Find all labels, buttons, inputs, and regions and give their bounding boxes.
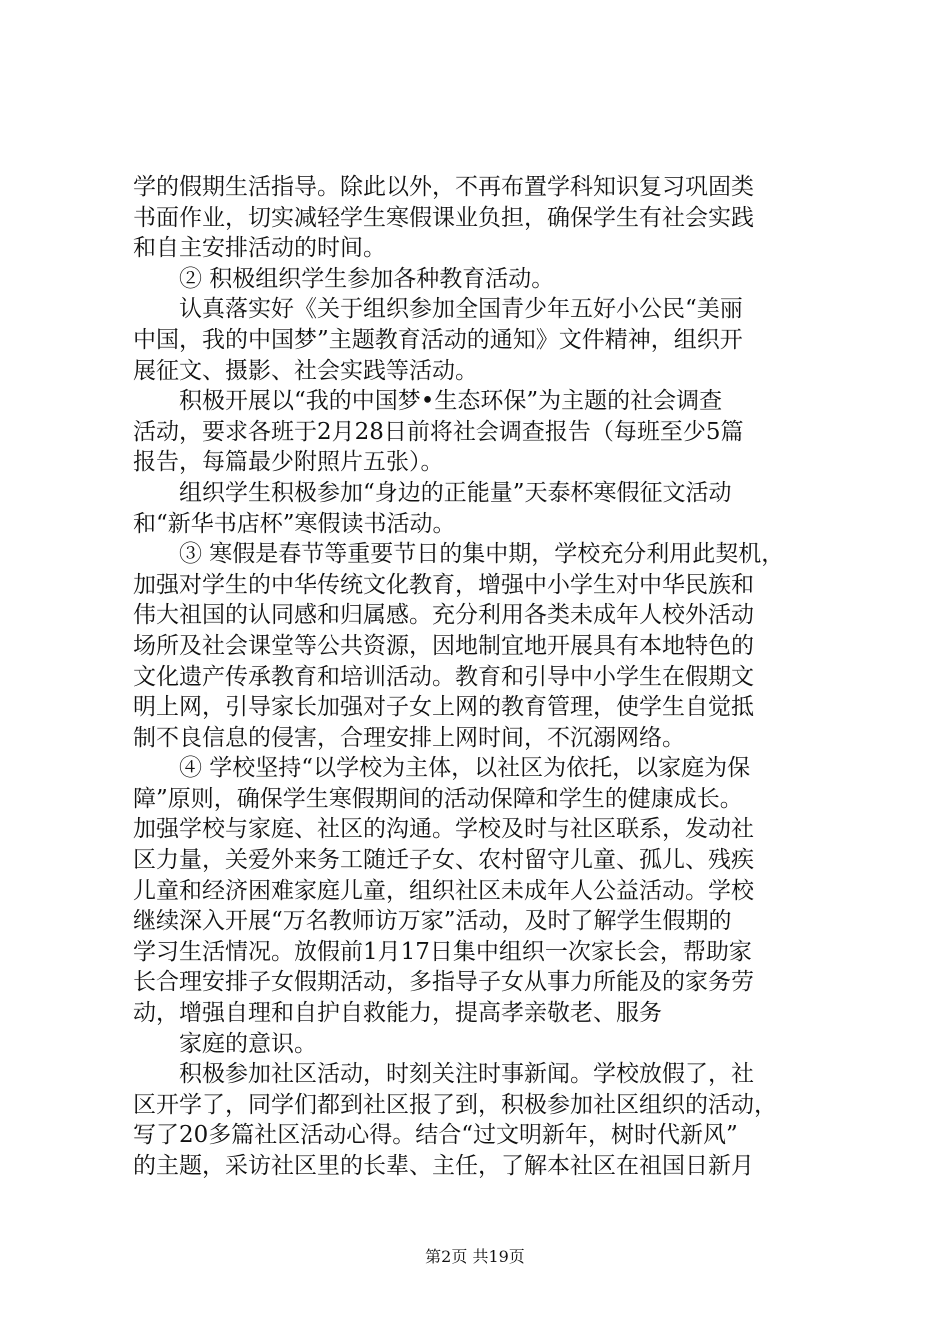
text-line: 继续深入开展“万名教师访万家”活动，及时了解学生假期的 [133,908,732,935]
text-line: 文化遗产传承教育和培训活动。教育和引导中小学生在假期文 [133,663,754,690]
page-footer: 第2页 共19页 [425,1247,525,1266]
text-line: 积极开展以“我的中国梦•生态环保”为主题的社会调查 [179,388,723,415]
text-line: 学习生活情况。放假前1月17日集中组织一次家长会，帮助家 [133,938,752,965]
text-line: 写了20多篇社区活动心得。结合“过文明新年，树时代新风” [133,1122,738,1149]
text-line: 和“新华书店杯”寒假读书活动。 [133,510,456,537]
text-line: 的主题，采访社区里的长辈、主任，了解本社区在祖国日新月 [133,1153,754,1179]
text-line: 活动，要求各班于2月28日前将社会调查报告（每班至少5篇 [133,418,744,445]
text-line: 加强学校与家庭、社区的沟通。学校及时与社区联系，发动社 [133,816,754,843]
text-line: 明上网，引导家长加强对子女上网的教育管理，使学生自觉抵 [133,694,754,721]
text-line: 报告，每篇最少附照片五张）。 [133,449,444,476]
text-line: ④ 学校坚持“以学校为主体，以社区为依托，以家庭为保 [179,755,751,782]
text-line: 制不良信息的侵害，合理安排上网时间，不沉溺网络。 [133,724,685,751]
document-body [133,172,823,1182]
text-line: ② 积极组织学生参加各种教育活动。 [179,265,555,292]
text-line: ③ 寒假是春节等重要节日的集中期，学校充分利用此契机， [179,541,785,568]
text-line: 伟大祖国的认同感和归属感。充分利用各类未成年人校外活动 [133,602,754,629]
text-line: 家庭的意识。 [179,1030,317,1057]
text-line: 学的假期生活指导。除此以外，不再布置学科知识复习巩固类 [133,174,754,200]
text-line: 中国，我的中国梦”主题教育活动的通知》文件精神，组织开 [133,326,743,353]
text-line: 障”原则，确保学生寒假期间的活动保障和学生的健康成长。 [133,785,743,812]
text-line: 认真落实好《关于组织参加全国青少年五好小公民“美丽 [179,296,743,323]
text-line: 儿童和经济困难家庭儿童，组织社区未成年人公益活动。学校 [133,877,754,904]
text-line: 长合理安排子女假期活动，多指导子女从事力所能及的家务劳 [133,969,754,996]
text-line: 展征文、摄影、社会实践等活动。 [133,357,478,384]
text-line: 积极参加社区活动，时刻关注时事新闻。学校放假了，社 [179,1061,754,1088]
text-line: 动，增强自理和自护自救能力，提高孝亲敬老、服务 [133,1000,662,1027]
text-line: 书面作业，切实减轻学生寒假课业负担，确保学生有社会实践 [133,204,754,231]
text-line: 场所及社会课堂等公共资源，因地制宜地开展具有本地特色的 [133,632,754,659]
text-line: 和自主安排活动的时间。 [133,235,386,262]
text-line: 区力量，关爱外来务工随迁子女、农村留守儿童、孤儿、残疾 [133,847,754,874]
text-line: 区开学了，同学们都到社区报了到，积极参加社区组织的活动， [133,1091,777,1118]
text-line: 组织学生积极参加“身边的正能量”天泰杯寒假征文活动 [179,479,732,506]
text-line: 加强对学生的中华传统文化教育，增强中小学生对中华民族和 [133,571,754,598]
